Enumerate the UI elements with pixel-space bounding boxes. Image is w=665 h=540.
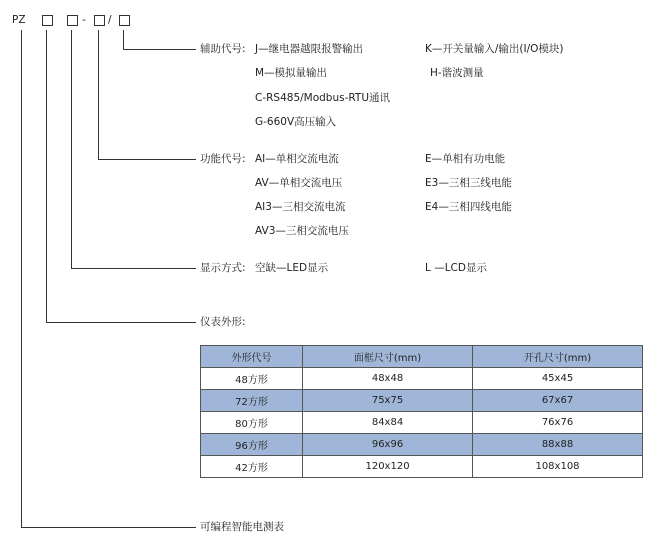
table-header-code: 外形代号 — [201, 346, 303, 368]
display-code-box — [67, 15, 78, 26]
table-row — [201, 456, 643, 478]
display-label: 显示方式: — [200, 262, 246, 274]
connector-display — [72, 30, 197, 269]
model-separator-dash: - — [82, 14, 86, 26]
table-row — [201, 412, 643, 434]
table-cell: 48x48 — [303, 368, 473, 390]
aux-item-rs485: C-RS485/Modbus-RTU通讯 — [255, 92, 391, 104]
aux-item-hv: G-660V高压输入 — [255, 116, 337, 128]
func-item-ai3: AI3—三相交流电流 — [255, 201, 346, 213]
model-separator-slash: / — [108, 14, 112, 26]
table-cell: 76x76 — [473, 412, 643, 434]
func-item-e: E—单相有功电能 — [425, 153, 506, 165]
shape-code-box — [42, 15, 53, 26]
table-cell: 45x45 — [473, 368, 643, 390]
aux-code-box — [119, 15, 130, 26]
table-cell: 84x84 — [303, 412, 473, 434]
table-cell: 72方形 — [201, 390, 303, 412]
product-label: 可编程智能电测表 — [200, 521, 284, 533]
table-cell: 108x108 — [473, 456, 643, 478]
func-item-av: AV—单相交流电压 — [255, 177, 343, 189]
aux-item-harmonic: H-谐波测量 — [430, 67, 484, 79]
connector-shape — [47, 30, 197, 323]
aux-item-io: K—开关量输入/输出(I/O模块) — [425, 43, 564, 55]
func-item-ai: AI—单相交流电流 — [255, 153, 339, 165]
aux-label: 辅助代号: — [200, 43, 246, 55]
model-prefix: PZ — [12, 14, 26, 26]
func-item-e3: E3—三相三线电能 — [425, 177, 512, 189]
connector-aux — [124, 30, 197, 50]
table-header-frame: 面框尺寸(mm) — [303, 346, 473, 368]
table-cell: 88x88 — [473, 434, 643, 456]
display-item-led: 空缺—LED显示 — [255, 262, 329, 274]
table-cell: 48方形 — [201, 368, 303, 390]
table-header-cutout: 开孔尺寸(mm) — [473, 346, 643, 368]
table-cell: 67x67 — [473, 390, 643, 412]
table-cell: 96x96 — [303, 434, 473, 456]
shape-size-table — [200, 345, 643, 478]
connector-product — [22, 30, 197, 528]
table-cell: 80方形 — [201, 412, 303, 434]
func-label: 功能代号: — [200, 153, 246, 165]
table-row — [201, 434, 643, 456]
func-item-e4: E4—三相四线电能 — [425, 201, 512, 213]
table-cell: 75x75 — [303, 390, 473, 412]
shape-label: 仪表外形: — [200, 316, 246, 328]
table-row — [201, 390, 643, 412]
display-item-lcd: L —LCD显示 — [425, 262, 487, 274]
table-cell: 96方形 — [201, 434, 303, 456]
func-item-av3: AV3—三相交流电压 — [255, 225, 349, 237]
aux-item-analog: M—模拟量输出 — [255, 67, 328, 79]
table-row — [201, 368, 643, 390]
table-header-row — [201, 346, 643, 368]
table-cell: 120x120 — [303, 456, 473, 478]
function-code-box — [94, 15, 105, 26]
aux-item-relay: J—继电器越限报警输出 — [255, 43, 364, 55]
table-cell: 42方形 — [201, 456, 303, 478]
